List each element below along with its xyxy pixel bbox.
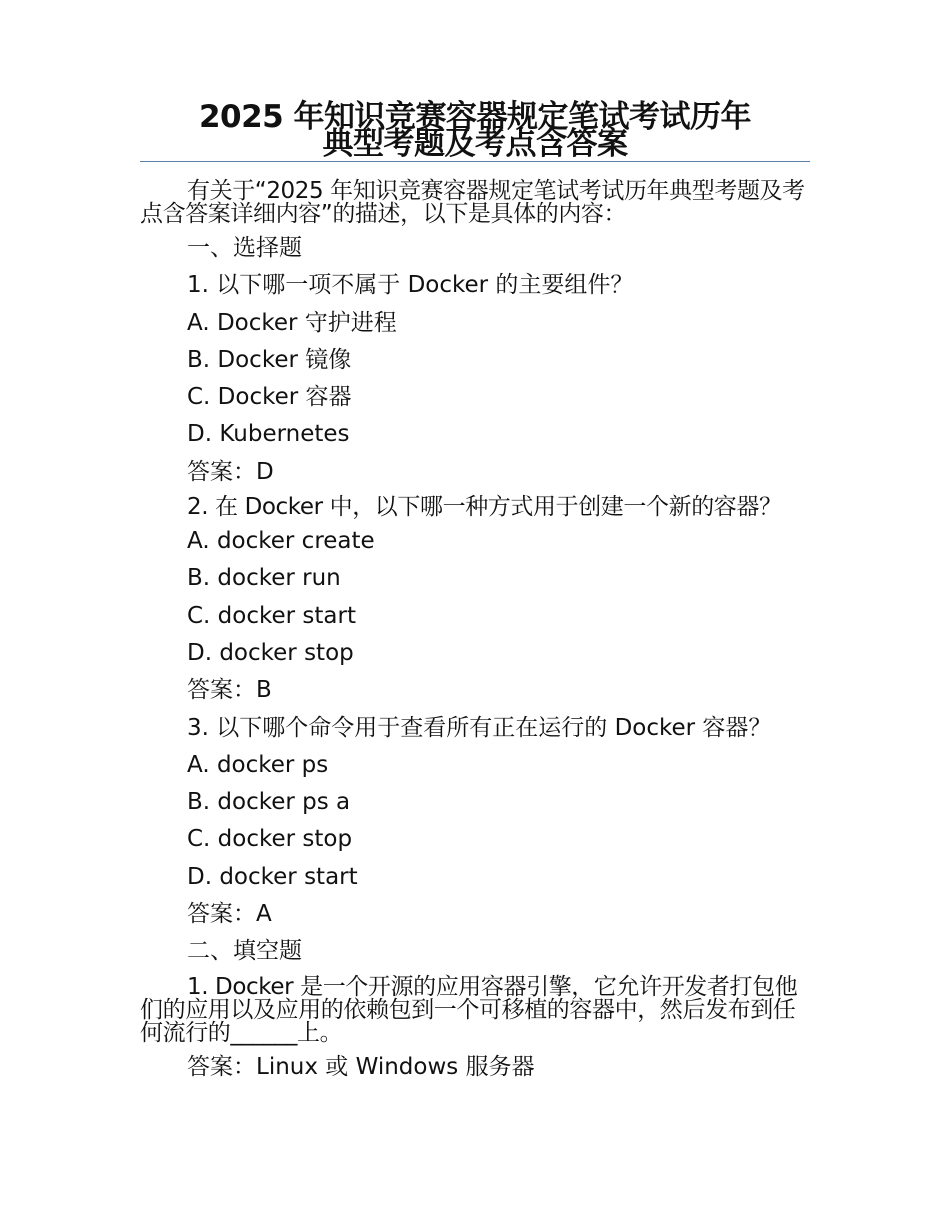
question-2-option-d: D. docker stop — [187, 639, 354, 666]
question-3: 3. 以下哪个命令用于查看所有正在运行的 Docker 容器？ — [187, 714, 772, 741]
title-line-1: 2025 年知识竞赛容器规定笔试考试历年 — [198, 99, 752, 135]
question-3-option-b: B. docker ps a — [187, 789, 351, 816]
question-2-option-b: B. docker run — [187, 565, 341, 592]
question-1-answer: 答案：D — [187, 458, 274, 485]
fill-question-1: 1. Docker 是一个开源的应用容器引擎，它允许开发者打包他们的应用以及应用的依赖包到一个可移植的容器中，然后发布到任何流行的______上。 — [140, 973, 798, 1046]
section-heading-fill: 二、填空题 — [187, 938, 302, 965]
title-underline — [140, 161, 810, 162]
section-heading-choice: 一、选择题 — [187, 235, 302, 261]
question-1-option-b: B. Docker 镜像 — [187, 346, 352, 373]
question-3-answer: 答案：A — [187, 901, 272, 928]
question-1-option-a: A. Docker 守护进程 — [187, 309, 397, 336]
fill-question-1-answer: 答案：Linux 或 Windows 服务器 — [187, 1053, 535, 1080]
title-line-2: 典型考题及考点含答案 — [322, 126, 628, 162]
intro-paragraph: 有关于“2025 年知识竞赛容器规定笔试考试历年典型考题及考点含答案详细内容”的描述，以下是具体的内容： — [140, 178, 805, 227]
document-title — [140, 99, 810, 162]
question-3-option-d: D. docker start — [187, 863, 358, 890]
question-3-option-a: A. docker ps — [187, 751, 329, 778]
question-1-option-d: D. Kubernetes — [187, 421, 350, 448]
question-2-option-a: A. docker create — [187, 528, 375, 555]
question-3-option-c: C. docker stop — [187, 826, 353, 853]
question-1: 1. 以下哪一项不属于 Docker 的主要组件？ — [187, 272, 634, 299]
question-2-answer: 答案：B — [187, 677, 272, 704]
question-1-option-c: C. Docker 容器 — [187, 384, 352, 411]
question-2-option-c: C. docker start — [187, 602, 356, 629]
question-2: 2. 在 Docker 中，以下哪一种方式用于创建一个新的容器？ — [187, 494, 782, 521]
document-body — [140, 175, 810, 1086]
